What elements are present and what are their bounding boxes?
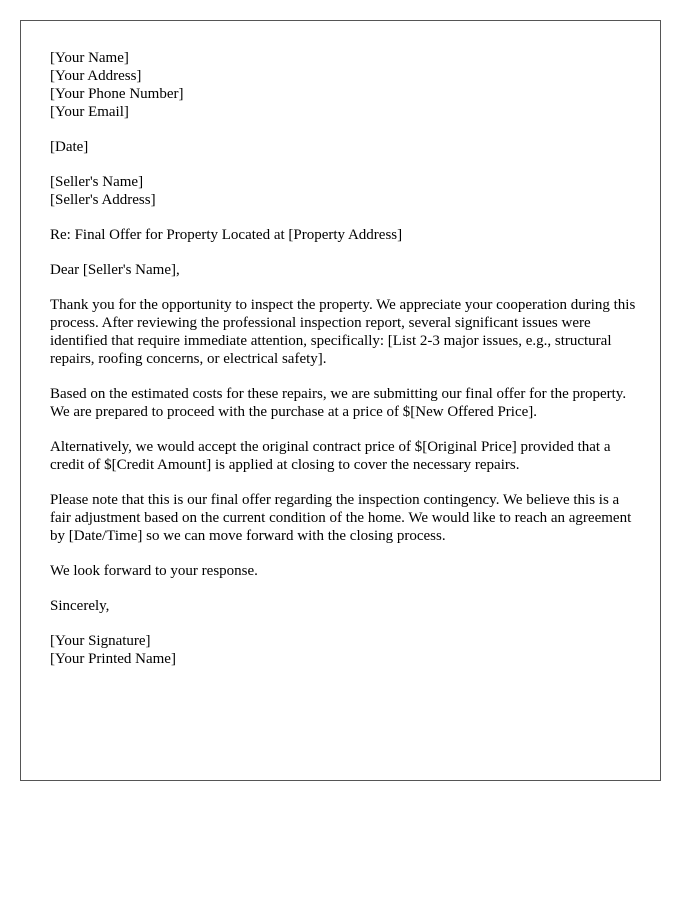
letter-date: [Date] [50,139,89,155]
body-paragraph: We look forward to your response. [50,563,258,579]
salutation: Dear [Seller's Name], [50,262,180,278]
recipient-name: [Seller's Name] [50,174,144,190]
sender-phone: [Your Phone Number] [50,86,184,102]
sender-block [50,49,640,121]
sender-name: [Your Name] [50,50,129,66]
recipient-block [50,173,640,209]
body-paragraph: Based on the estimated costs for these repairs, we are submitting our final offer for the property. We are prepared to proceed with the purchase at a price of $[New Offered Price]. [50,386,627,420]
body-paragraph: Thank you for the opportunity to inspect the property. We appreciate your cooperation during this process. After reviewing the professional inspection report, several significant issues were identified that require immediate attention, specifically: [List 2-3 major issues, e.g., structural repairs, roofing concerns, or electrical safety]. [50,297,636,367]
printed-name: [Your Printed Name] [50,651,176,667]
signature: [Your Signature] [50,633,151,649]
sender-email: [Your Email] [50,104,129,120]
recipient-address: [Seller's Address] [50,192,156,208]
signature-block [50,632,640,668]
letter-body [50,49,640,685]
closing: Sincerely, [50,598,110,614]
body-paragraph: Alternatively, we would accept the original contract price of $[Original Price] provided that a credit of $[Credit Amount] is applied at closing to cover the necessary repairs. [50,439,611,473]
body-paragraph: Please note that this is our final offer regarding the inspection contingency. We believe this is a fair adjustment based on the current condition of the home. We would like to reach an agreement by [Date/Time] so we can move forward with the closing process. [50,492,632,544]
subject-line: Re: Final Offer for Property Located at [Property Address] [50,227,403,243]
sender-address: [Your Address] [50,68,142,84]
letter-page [20,20,661,781]
